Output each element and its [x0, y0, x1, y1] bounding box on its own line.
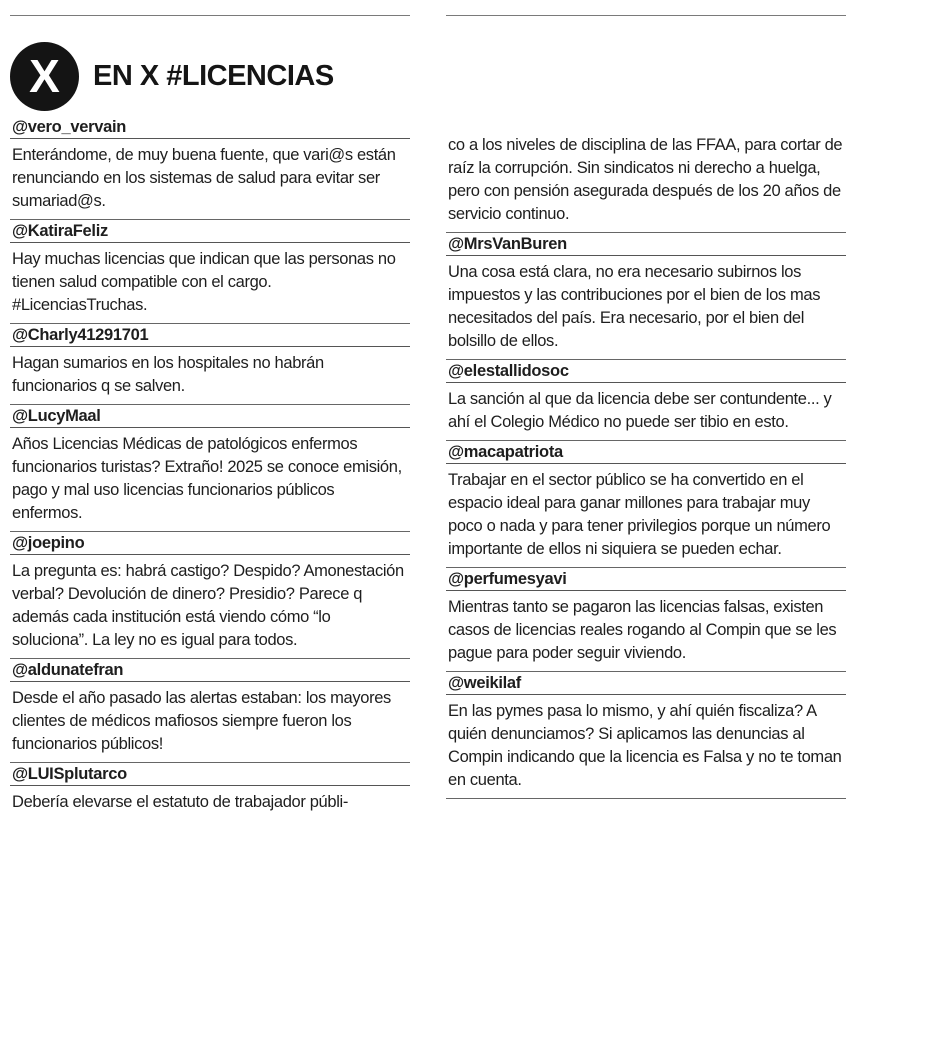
post [10, 405, 410, 532]
post-continuation-text: co a los niveles de disciplina de las FFAA, para cortar de raíz la corrupción. Sin sindicatos ni derecho a huelga, pero con pensión asegurada después de los 20 años de servicio continuo. [446, 134, 846, 233]
post [446, 568, 846, 672]
post-text: Desde el año pasado las alertas estaban: los mayores clientes de médicos mafiosos siempre fueron los funcionarios públicos! [10, 682, 410, 763]
post-text: La sanción al que da licencia debe ser contundente... y ahí el Colegio Médico no puede ser tibio en esto. [446, 383, 846, 441]
post [446, 360, 846, 441]
post [10, 763, 410, 820]
post-handle[interactable]: @macapatriota [446, 441, 846, 464]
post [10, 324, 410, 405]
post-handle[interactable]: @aldunatefran [10, 659, 410, 682]
post-text: Trabajar en el sector público se ha convertido en el espacio ideal para ganar millones para trabajar muy poco o nada y para tener privilegios porque un número importante de ellos ni siquiera se pueden echar. [446, 464, 846, 568]
post-text: En las pymes pasa lo mismo, y ahí quién fiscaliza? A quién denunciamos? Si aplicamos las denuncias al Compin indicando que la licencia es Falsa y no te toman en cuenta. [446, 695, 846, 799]
section-header [10, 36, 410, 116]
post-handle[interactable]: @MrsVanBuren [446, 233, 846, 256]
post [446, 672, 846, 799]
post-text: Hay muchas licencias que indican que las personas no tienen salud compatible con el cargo. #LicenciasTruchas. [10, 243, 410, 324]
post-handle[interactable]: @vero_vervain [10, 116, 410, 139]
post-handle[interactable]: @joepino [10, 532, 410, 555]
post [446, 233, 846, 360]
post-text: Enterándome, de muy buena fuente, que vari@s están renunciando en los sistemas de salud para evitar ser sumariad@s. [10, 139, 410, 220]
post-handle[interactable]: @perfumesyavi [446, 568, 846, 591]
post [10, 659, 410, 763]
post-handle[interactable]: @KatiraFeliz [10, 220, 410, 243]
top-rule-right [446, 15, 846, 16]
x-logo-letter: X [29, 50, 60, 102]
left-column [10, 36, 410, 820]
post-text: Hagan sumarios en los hospitales no habrán funcionarios q se salven. [10, 347, 410, 405]
x-logo-icon [10, 42, 79, 111]
post-text: La pregunta es: habrá castigo? Despido? Amonestación verbal? Devolución de dinero? Presidio? Parece q además cada institución está viendo cómo “lo soluciona”. La ley no es igual para todos. [10, 555, 410, 659]
section-title: EN X #LICENCIAS [93, 59, 334, 92]
top-rule-left [10, 15, 410, 16]
left-post-list [10, 116, 410, 820]
right-column [446, 134, 846, 799]
post-handle[interactable]: @weikilaf [446, 672, 846, 695]
post-text: Mientras tanto se pagaron las licencias falsas, existen casos de licencias reales rogando al Compin que se les pague para poder seguir viviendo. [446, 591, 846, 672]
post-text: Una cosa está clara, no era necesario subirnos los impuestos y las contribuciones por el bien de los mas necesitados del país. Era necesario, por el bien del bolsillo de ellos. [446, 256, 846, 360]
post [446, 441, 846, 568]
post [10, 532, 410, 659]
post [10, 116, 410, 220]
post-handle[interactable]: @LucyMaal [10, 405, 410, 428]
post-text: Años Licencias Médicas de patológicos enfermos funcionarios turistas? Extraño! 2025 se conoce emisión, pago y mal uso licencias funcionarios públicos enfermos. [10, 428, 410, 532]
post [10, 220, 410, 324]
post-text: Debería elevarse el estatuto de trabajador públi- [12, 793, 348, 811]
post-handle[interactable]: @LUISplutarco [10, 763, 410, 786]
right-post-list [446, 233, 846, 799]
post-handle[interactable]: @elestallidosoc [446, 360, 846, 383]
post-handle[interactable]: @Charly41291701 [10, 324, 410, 347]
